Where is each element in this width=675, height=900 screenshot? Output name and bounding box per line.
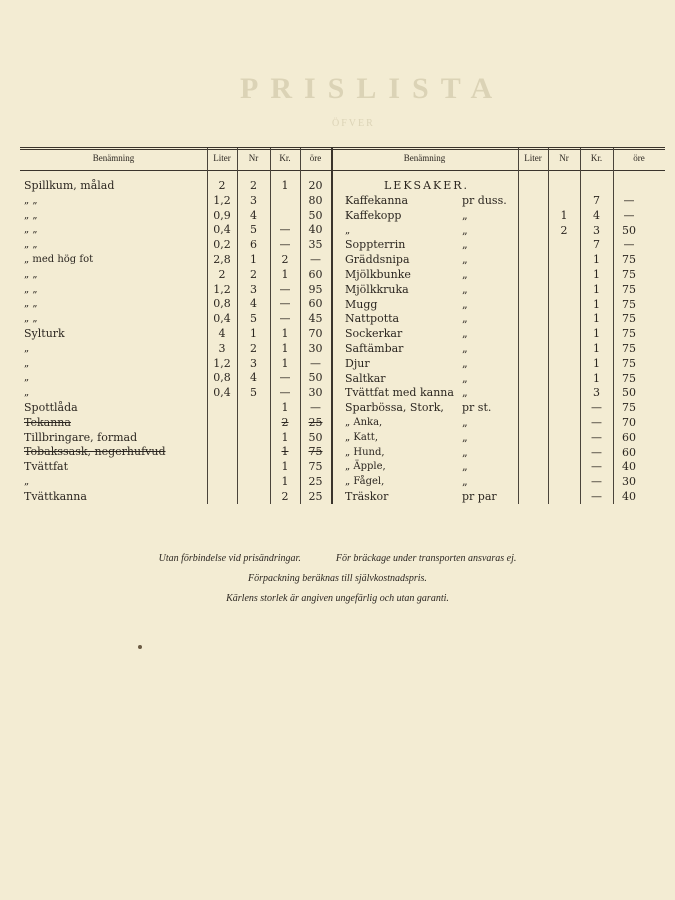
right-item-ore: 75 xyxy=(622,342,636,355)
footer-line-1 xyxy=(0,553,675,564)
left-item-nr: 3 xyxy=(250,282,257,296)
right-item-unit: „ xyxy=(462,208,468,222)
left-item-kr: 2 xyxy=(281,415,289,429)
right-item-kr: 1 xyxy=(593,253,600,267)
left-item-liter: 2 xyxy=(218,179,226,192)
right-item-unit: „ xyxy=(462,356,468,370)
left-item-name: „ „ xyxy=(24,194,38,206)
right-item-nr: 1 xyxy=(560,208,568,222)
left-item-liter: 0,4 xyxy=(213,386,231,400)
left-item-name: Tillbringare, formad xyxy=(24,430,138,444)
table-top-rule xyxy=(20,147,665,148)
right-item-name: Soppterrin xyxy=(345,238,406,252)
right-item-kr: 1 xyxy=(593,356,600,370)
left-item-kr: 1 xyxy=(281,356,289,370)
left-item-liter: 1,2 xyxy=(213,193,231,207)
left-item-name: Sylturk xyxy=(24,327,65,340)
right-item-unit: „ xyxy=(462,430,468,444)
left-item-ore: 35 xyxy=(308,238,323,252)
right-item-unit: „ xyxy=(462,238,468,252)
left-item-nr: 4 xyxy=(250,297,257,311)
right-item-unit: „ xyxy=(462,312,468,326)
left-item-nr: 1 xyxy=(250,327,257,340)
header-liter-left: Liter xyxy=(213,153,231,163)
right-item-ore: 75 xyxy=(622,356,636,370)
right-item-name: Djur xyxy=(345,356,370,370)
left-item-kr: 1 xyxy=(281,460,289,474)
left-item-ore: 75 xyxy=(308,460,323,474)
right-item-unit: „ xyxy=(462,342,468,355)
left-item-nr: 4 xyxy=(250,208,257,222)
left-item-nr: 2 xyxy=(250,341,257,355)
left-item-nr: 3 xyxy=(250,193,257,207)
left-item-kr: 1 xyxy=(281,475,289,488)
right-item-name: Kaffekanna xyxy=(345,194,409,207)
left-item-ore: 80 xyxy=(308,193,323,207)
right-item-kr: 3 xyxy=(593,386,600,400)
left-item-name: „ „ xyxy=(24,239,38,251)
left-item-liter: 2 xyxy=(218,267,226,281)
left-item-name: Tekanna xyxy=(24,415,71,429)
left-item-name: Tobakssask, negerhufvud xyxy=(24,445,166,459)
left-item-ore: 50 xyxy=(308,208,323,222)
right-item-kr: — xyxy=(591,430,602,444)
ink-spot xyxy=(138,645,142,649)
left-item-ore: 30 xyxy=(308,341,323,355)
right-item-unit: „ xyxy=(462,327,468,341)
left-item-nr: 3 xyxy=(250,356,257,370)
left-item-liter: 3 xyxy=(218,341,226,355)
right-item-kr: — xyxy=(591,445,602,459)
right-item-unit: „ xyxy=(462,297,468,311)
right-item-kr: 1 xyxy=(593,268,600,281)
right-item-ore: 75 xyxy=(622,282,636,296)
left-item-kr: 1 xyxy=(281,445,289,459)
left-item-nr: 6 xyxy=(250,238,257,252)
left-item-ore: — xyxy=(310,356,321,370)
left-item-ore: 75 xyxy=(308,445,323,459)
right-item-ore: 50 xyxy=(622,386,636,400)
left-item-kr: 2 xyxy=(281,253,289,266)
right-item-unit: „ xyxy=(462,445,468,459)
left-item-liter: 2,8 xyxy=(213,253,231,266)
right-item-ore: 75 xyxy=(622,312,636,326)
left-item-kr: — xyxy=(279,386,291,400)
right-item-kr: — xyxy=(591,490,602,503)
footer-note-breakage: För bräckage under transporten ansvaras ej. xyxy=(335,553,517,564)
left-item-ore: 50 xyxy=(308,430,323,444)
right-item-ore: 30 xyxy=(622,475,636,489)
right-item-unit: „ xyxy=(462,416,468,429)
right-item-name: „ Äpple, xyxy=(345,461,386,473)
left-item-ore: 95 xyxy=(308,282,323,296)
left-item-name: „ xyxy=(24,476,30,487)
right-item-unit: pr duss. xyxy=(462,194,507,207)
left-item-ore: — xyxy=(310,401,321,414)
left-item-nr: 2 xyxy=(250,267,257,281)
left-item-kr: 1 xyxy=(281,179,289,192)
right-item-name: Gräddsnipa xyxy=(345,253,410,267)
header-ore-right: öre xyxy=(633,153,645,163)
right-item-name: Tvättfat med kanna xyxy=(345,386,454,400)
left-item-liter: 0,4 xyxy=(213,223,231,237)
right-item-unit: pr par xyxy=(462,490,497,503)
right-item-name: Saftämbar xyxy=(345,342,404,355)
right-item-kr: 3 xyxy=(593,223,600,237)
right-item-unit: „ xyxy=(462,460,468,474)
footer-note-price-changes: Utan förbindelse vid prisändringar. xyxy=(158,553,301,564)
right-item-unit: „ xyxy=(462,253,468,267)
right-item-kr: — xyxy=(591,416,602,429)
left-item-name: „ „ xyxy=(24,283,38,295)
left-item-kr: 1 xyxy=(281,401,289,414)
right-item-ore: — xyxy=(623,194,635,207)
right-item-name: Mugg xyxy=(345,297,378,311)
right-item-kr: — xyxy=(591,460,602,474)
left-item-kr: — xyxy=(279,312,291,326)
right-item-name: „ Anka, xyxy=(345,417,383,428)
left-item-kr: — xyxy=(279,282,291,296)
right-item-unit: „ xyxy=(462,282,468,296)
page-subtitle: ÖFVER xyxy=(332,118,375,129)
right-item-name: Saltkar xyxy=(345,371,386,385)
left-item-ore: 70 xyxy=(308,327,323,340)
header-bottom-rule xyxy=(20,170,665,171)
left-item-nr: 4 xyxy=(250,371,257,385)
header-kr-left: Kr. xyxy=(279,153,291,163)
left-item-liter: 1,2 xyxy=(213,356,231,370)
left-item-name: Spillkum, målad xyxy=(24,179,115,192)
right-item-name: Sparbössa, Stork, xyxy=(345,401,444,415)
left-item-name: „ „ xyxy=(24,209,38,221)
left-item-kr: 1 xyxy=(281,341,289,355)
table-top-rule-2 xyxy=(20,149,665,150)
right-item-kr: 1 xyxy=(593,297,600,311)
right-item-ore: — xyxy=(623,238,635,252)
right-item-kr: — xyxy=(591,475,602,489)
left-item-kr: 2 xyxy=(281,489,289,503)
left-item-kr: 1 xyxy=(281,430,289,444)
right-item-unit: „ xyxy=(462,371,468,385)
right-item-kr: 4 xyxy=(593,208,600,222)
left-item-liter: 0,8 xyxy=(213,371,231,385)
left-item-kr: — xyxy=(279,238,291,252)
right-item-ore: — xyxy=(623,208,635,222)
left-item-name: „ xyxy=(24,342,30,354)
table-middle-divider xyxy=(331,148,333,504)
right-item-ore: 75 xyxy=(622,253,636,267)
right-item-ore: 50 xyxy=(622,223,636,237)
left-item-name: „ „ xyxy=(24,224,38,236)
right-item-unit: „ xyxy=(462,268,468,281)
right-item-ore: 40 xyxy=(622,460,636,474)
right-item-ore: 75 xyxy=(622,401,636,415)
page-title: PRISLISTA xyxy=(240,72,505,105)
right-item-name: Nattpotta xyxy=(345,312,400,326)
left-item-ore: 45 xyxy=(308,312,323,326)
left-item-ore: 25 xyxy=(308,415,323,429)
left-item-name: Spottlåda xyxy=(24,401,78,414)
left-item-ore: — xyxy=(310,253,321,266)
header-nr-right: Nr xyxy=(559,153,569,163)
right-item-kr: 7 xyxy=(593,194,600,207)
footer-note-vessel-size: Kärlens storlek är angiven ungefärlig och utan garanti. xyxy=(226,593,449,604)
left-item-name: „ „ xyxy=(24,313,38,325)
left-item-ore: 30 xyxy=(308,386,323,400)
right-item-kr: 1 xyxy=(593,312,600,326)
left-item-name: „ „ xyxy=(24,298,38,310)
left-item-kr: — xyxy=(279,297,291,311)
header-kr-right: Kr. xyxy=(590,153,603,163)
left-item-nr: 2 xyxy=(250,179,257,192)
right-item-name: Mjölkbunke xyxy=(345,268,411,281)
right-item-name: „ Hund, xyxy=(345,446,385,458)
header-benamning-left: Benämning xyxy=(92,153,135,163)
left-item-liter: 0,8 xyxy=(213,297,231,311)
left-item-name: „ xyxy=(24,387,30,399)
left-item-nr: 5 xyxy=(250,312,257,326)
right-item-kr: — xyxy=(591,401,602,415)
left-item-liter: 4 xyxy=(218,327,226,340)
left-item-liter: 0,2 xyxy=(213,238,231,252)
right-item-kr: 1 xyxy=(593,327,600,341)
right-item-nr: 2 xyxy=(560,223,568,237)
right-item-ore: 60 xyxy=(622,445,636,459)
left-item-name: Tvättkanna xyxy=(24,489,87,503)
col-divider xyxy=(518,148,519,504)
footer-note-packaging: Förpackning beräknas till självkostnadspris. xyxy=(248,573,427,584)
right-item-kr: 1 xyxy=(593,371,600,385)
right-item-kr: 7 xyxy=(593,238,600,252)
right-item-ore: 60 xyxy=(622,430,636,444)
right-item-name: Sockerkar xyxy=(345,327,403,341)
right-item-name: „ xyxy=(345,224,351,236)
col-divider xyxy=(548,148,549,504)
header-benamning-right: Benämning xyxy=(403,153,446,163)
left-item-name: „ „ xyxy=(24,268,38,280)
left-item-kr: — xyxy=(279,223,291,237)
left-item-ore: 20 xyxy=(308,179,323,192)
right-item-kr: 1 xyxy=(593,282,600,296)
left-item-ore: 60 xyxy=(308,267,323,281)
right-item-name: Mjölkkruka xyxy=(345,282,409,296)
right-item-ore: 75 xyxy=(622,371,636,385)
right-item-ore: 40 xyxy=(622,490,636,503)
right-item-name: Kaffekopp xyxy=(345,208,402,222)
right-item-unit: pr st. xyxy=(462,401,492,415)
left-item-name: Tvättfat xyxy=(24,460,68,474)
right-item-kr: 1 xyxy=(593,342,600,355)
right-item-name: „ Katt, xyxy=(345,431,379,443)
left-item-liter: 1,2 xyxy=(213,282,231,296)
left-item-nr: 5 xyxy=(250,386,257,400)
header-liter-right: Liter xyxy=(524,153,542,163)
right-item-unit: „ xyxy=(462,223,468,237)
left-item-name: „ med hög fot xyxy=(24,254,94,265)
left-item-ore: 50 xyxy=(308,371,323,385)
right-item-name: „ Fågel, xyxy=(345,476,385,488)
left-item-liter: 0,4 xyxy=(213,312,231,326)
header-nr-left: Nr xyxy=(248,153,259,163)
left-item-kr: — xyxy=(279,371,291,385)
right-item-ore: 70 xyxy=(622,416,636,429)
left-item-nr: 5 xyxy=(250,223,257,237)
right-item-ore: 75 xyxy=(622,268,636,281)
left-item-ore: 40 xyxy=(308,223,323,237)
left-item-ore: 25 xyxy=(308,475,323,488)
right-item-unit: „ xyxy=(462,475,468,489)
left-item-liter: 0,9 xyxy=(213,208,231,222)
left-item-kr: 1 xyxy=(281,267,289,281)
left-item-kr: 1 xyxy=(281,327,289,340)
left-item-ore: 25 xyxy=(308,489,323,503)
left-item-name: „ xyxy=(24,372,30,384)
header-ore-left: öre xyxy=(309,153,322,163)
left-item-name: „ xyxy=(24,357,30,369)
right-item-unit: „ xyxy=(462,386,468,400)
section-heading-leksaker: LEKSAKER. xyxy=(384,179,470,192)
left-item-ore: 60 xyxy=(308,297,323,311)
right-item-ore: 75 xyxy=(622,327,636,341)
left-item-nr: 1 xyxy=(250,253,257,266)
right-item-name: Träskor xyxy=(345,490,389,503)
right-item-ore: 75 xyxy=(622,297,636,311)
